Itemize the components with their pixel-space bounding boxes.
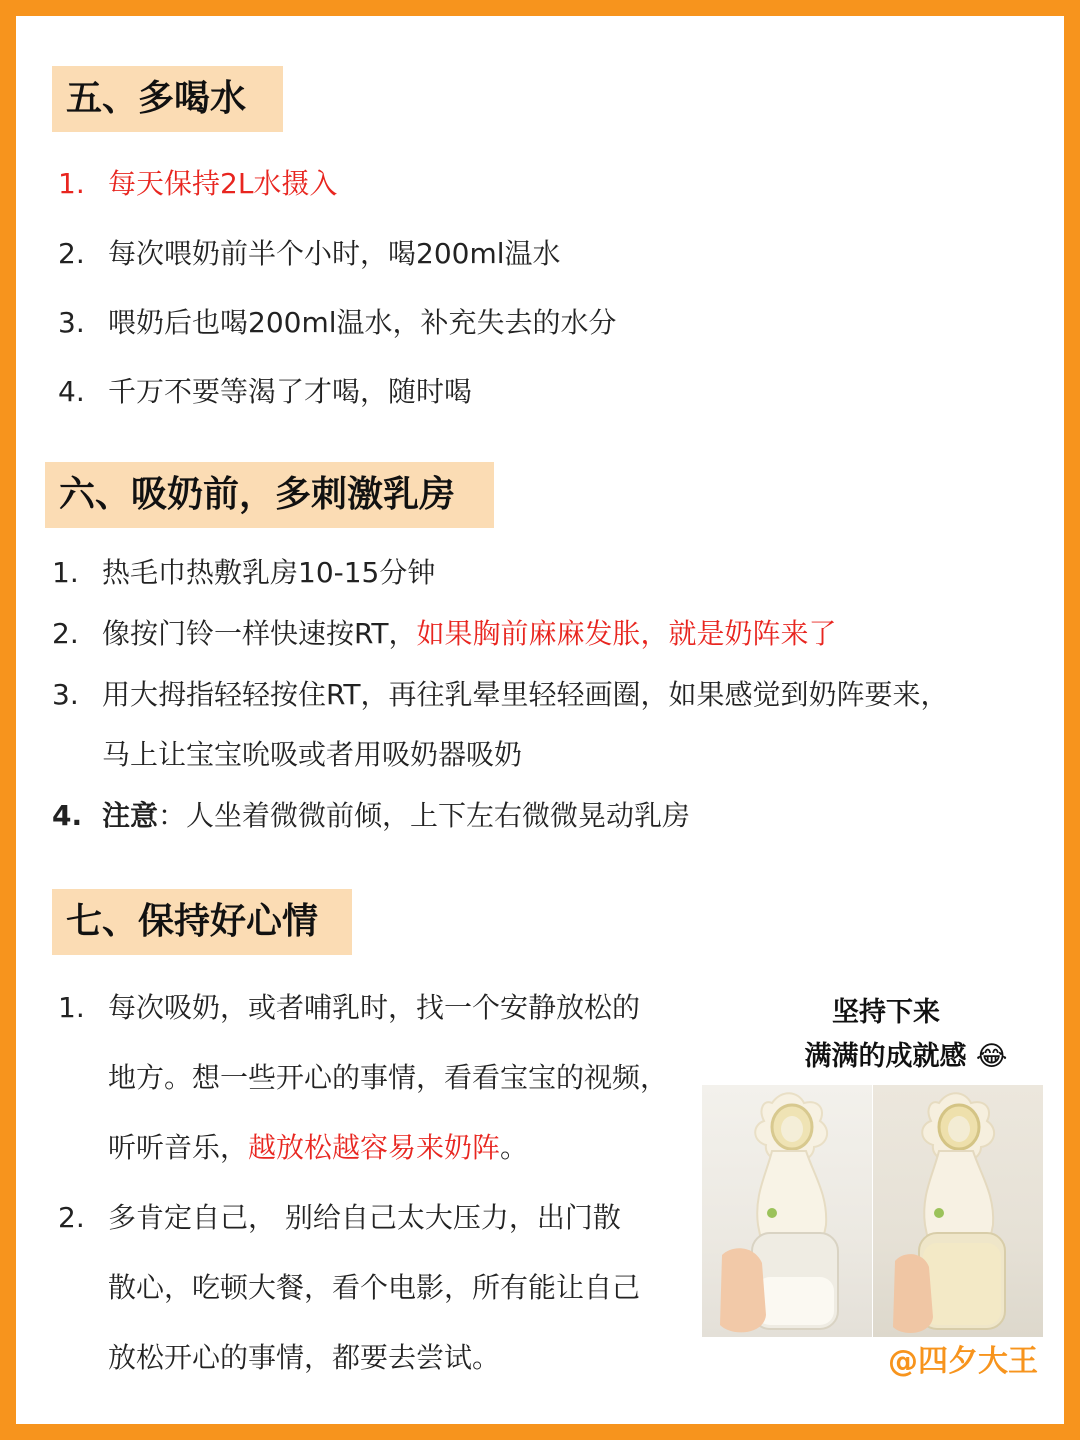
note-text: ：人坐着微微前倾，上下左右微微晃动乳房 bbox=[158, 799, 691, 832]
laughing-crying-emoji-icon: 😂 bbox=[975, 1041, 1008, 1072]
item-text-highlight: 如果胸前麻麻发胀，就是奶阵来了 bbox=[416, 617, 837, 650]
item-text: 热毛巾热敷乳房10-15分钟 bbox=[102, 556, 436, 589]
item-text: 每次喂奶前半个小时，喝200ml温水 bbox=[108, 237, 561, 270]
photo-caption-line-2 bbox=[776, 1034, 1036, 1073]
item-text: 喂奶后也喝200ml温水，补充失去的水分 bbox=[108, 306, 617, 339]
item-text-line-2: 马上让宝宝吮吸或者用吸奶器吸奶 bbox=[102, 738, 523, 771]
item-text bbox=[102, 796, 690, 836]
item-text-plain: 听听音乐， bbox=[108, 1131, 249, 1164]
section-5-heading: 五、多喝水 bbox=[52, 66, 283, 132]
photo-caption-line-1: 坚持下来 bbox=[832, 997, 940, 1028]
item-number: 3. bbox=[52, 678, 79, 711]
item-number: 1. bbox=[58, 167, 85, 200]
item-number: 1. bbox=[58, 991, 85, 1024]
item-number: 2. bbox=[58, 237, 85, 270]
item-text-end: 。 bbox=[500, 1131, 529, 1164]
item-text: 千万不要等渴了才喝，随时喝 bbox=[108, 375, 473, 408]
item-text-highlight: 越放松越容易来奶阵 bbox=[248, 1131, 501, 1164]
item-text-plain: 像按门铃一样快速按RT， bbox=[102, 617, 417, 650]
item-text-line-1: 用大拇指轻轻按住RT，再往乳晕里轻轻画圈，如果感觉到奶阵要来， bbox=[102, 678, 949, 711]
item-number: 1. bbox=[52, 556, 79, 589]
item-number: 4. bbox=[58, 375, 85, 408]
section-7-heading: 七、保持好心情 bbox=[52, 889, 352, 955]
item-text bbox=[102, 614, 837, 654]
content-card bbox=[16, 16, 1064, 1424]
breast-pump-bottle-photo-left bbox=[702, 1085, 872, 1337]
item-text-line-1: 多肯定自己， 别给自己太大压力，出门散 bbox=[108, 1201, 621, 1234]
breast-pump-bottle-photo-right bbox=[873, 1085, 1043, 1337]
breast-pump-bottle-illustration bbox=[873, 1085, 1043, 1337]
item-text-line-2: 散心，吃顿大餐，看个电影，所有能让自己 bbox=[108, 1271, 641, 1304]
item-text-line-1: 每次吸奶，或者哺乳时，找一个安静放松的 bbox=[108, 991, 641, 1024]
item-text-line-3: 放松开心的事情，都要去尝试。 bbox=[108, 1341, 501, 1374]
item-text-line-3 bbox=[108, 1128, 528, 1168]
item-number: 2. bbox=[58, 1201, 85, 1234]
section-6-heading: 六、吸奶前，多刺激乳房 bbox=[45, 462, 494, 528]
item-text: 每天保持2L水摄入 bbox=[108, 167, 338, 200]
item-number: 2. bbox=[52, 617, 79, 650]
item-number: 4. bbox=[52, 799, 83, 832]
note-label: 注意 bbox=[102, 799, 159, 832]
item-text-line-2: 地方。想一些开心的事情，看看宝宝的视频， bbox=[108, 1061, 669, 1094]
item-number: 3. bbox=[58, 306, 85, 339]
author-watermark: @四夕大王 bbox=[888, 1344, 1038, 1379]
caption-text: 满满的成就感 bbox=[804, 1041, 967, 1072]
breast-pump-bottle-illustration bbox=[702, 1085, 872, 1337]
